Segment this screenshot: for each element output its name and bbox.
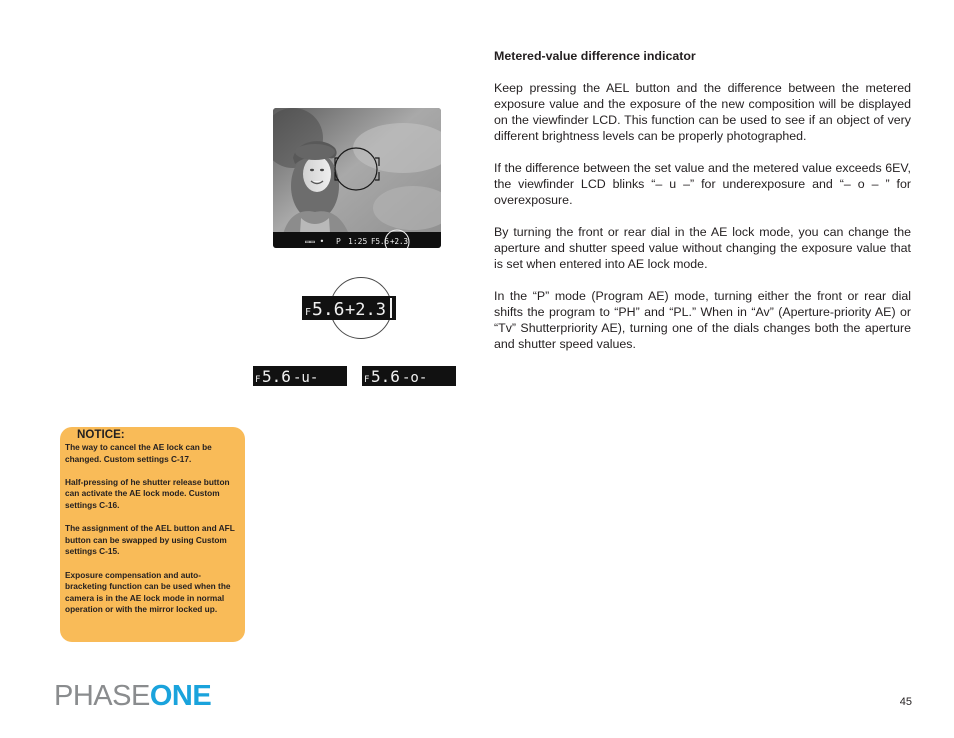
lcd-over-aperture: 5.6: [371, 367, 400, 386]
lcd-difference-readout: [302, 296, 396, 320]
viewfinder-readout-difference: +2.3: [390, 237, 409, 246]
lcd-aperture-value: 5.6: [312, 299, 345, 320]
phase-one-logo: [54, 680, 212, 712]
viewfinder-scene: [273, 108, 441, 248]
lcd-f-label: F: [305, 307, 312, 318]
paragraph-dial-ae-lock: By turning the front or rear dial in the AE lock mode, you can change the aperture and shutter speed value without changing the exposure value that is set when entered into AE lock mode.: [494, 225, 911, 271]
page-number: 45: [899, 696, 912, 708]
lcd-under-aperture: 5.6: [262, 367, 291, 386]
lcd-overexposure-readout: [362, 366, 456, 386]
lcd-over-indicator: -o-: [402, 370, 428, 386]
notice-title: NOTICE:: [77, 428, 125, 441]
viewfinder-readout-mode: P: [336, 237, 341, 246]
notice-item-cancel-ae-lock: The way to cancel the AE lock can be changed. Custom settings C-17.: [65, 442, 212, 464]
viewfinder-lcd-icons: ▭▭ •: [305, 237, 325, 246]
paragraph-program-shift: In the “P” mode (Program AE) mode, turning either the front or rear dial shifts the program to “PH” and “PL.” When in “Av” (Aperture-priority AE) or “Tv” Shutterpriority AE), turning one of the dials changes both the aperture and shutter speed values.: [494, 289, 911, 351]
notice-box: [60, 427, 245, 642]
notice-item-exposure-compensation: Exposure compensation and auto-bracketing function can be used when the camera is in the AE lock mode in normal operation or with the mirror locked up.: [65, 569, 231, 615]
lcd-f-label: F: [255, 375, 261, 385]
viewfinder-readout-shutter: 1:25: [348, 237, 368, 246]
section-heading: Metered-value difference indicator: [494, 49, 696, 63]
logo-phase-text: PHASE: [54, 680, 150, 712]
lcd-f-label: F: [364, 375, 370, 385]
notice-item-half-press: Half-pressing of he shutter release button can activate the AE lock mode. Custom settings C-16.: [65, 476, 230, 510]
paragraph-6ev-blink: If the difference between the set value and the metered value exceeds 6EV, the viewfinder LCD blinks “– u –” for underexposure and “– o – ” for overexposure.: [494, 161, 911, 207]
logo-one-text: ONE: [149, 680, 212, 712]
lcd-under-indicator: -u-: [293, 370, 319, 386]
paragraph-ael-difference: Keep pressing the AEL button and the difference between the metered exposure value and the exposure of the new composition will be displayed on the viewfinder LCD. This function can be used to see if an object of very different brightness levels can be properly photographed.: [494, 81, 911, 143]
lcd-scale-bar: [390, 298, 392, 318]
lcd-difference-value: +2.3: [345, 300, 386, 320]
viewfinder-photo: [273, 108, 441, 248]
notice-item-button-swap: The assignment of the AEL button and AFL button can be swapped by using Custom settings C-15.: [65, 523, 235, 557]
article-column: [494, 48, 911, 368]
lcd-underexposure-readout: [253, 366, 347, 386]
viewfinder-readout-aperture: F5.6: [371, 237, 390, 246]
